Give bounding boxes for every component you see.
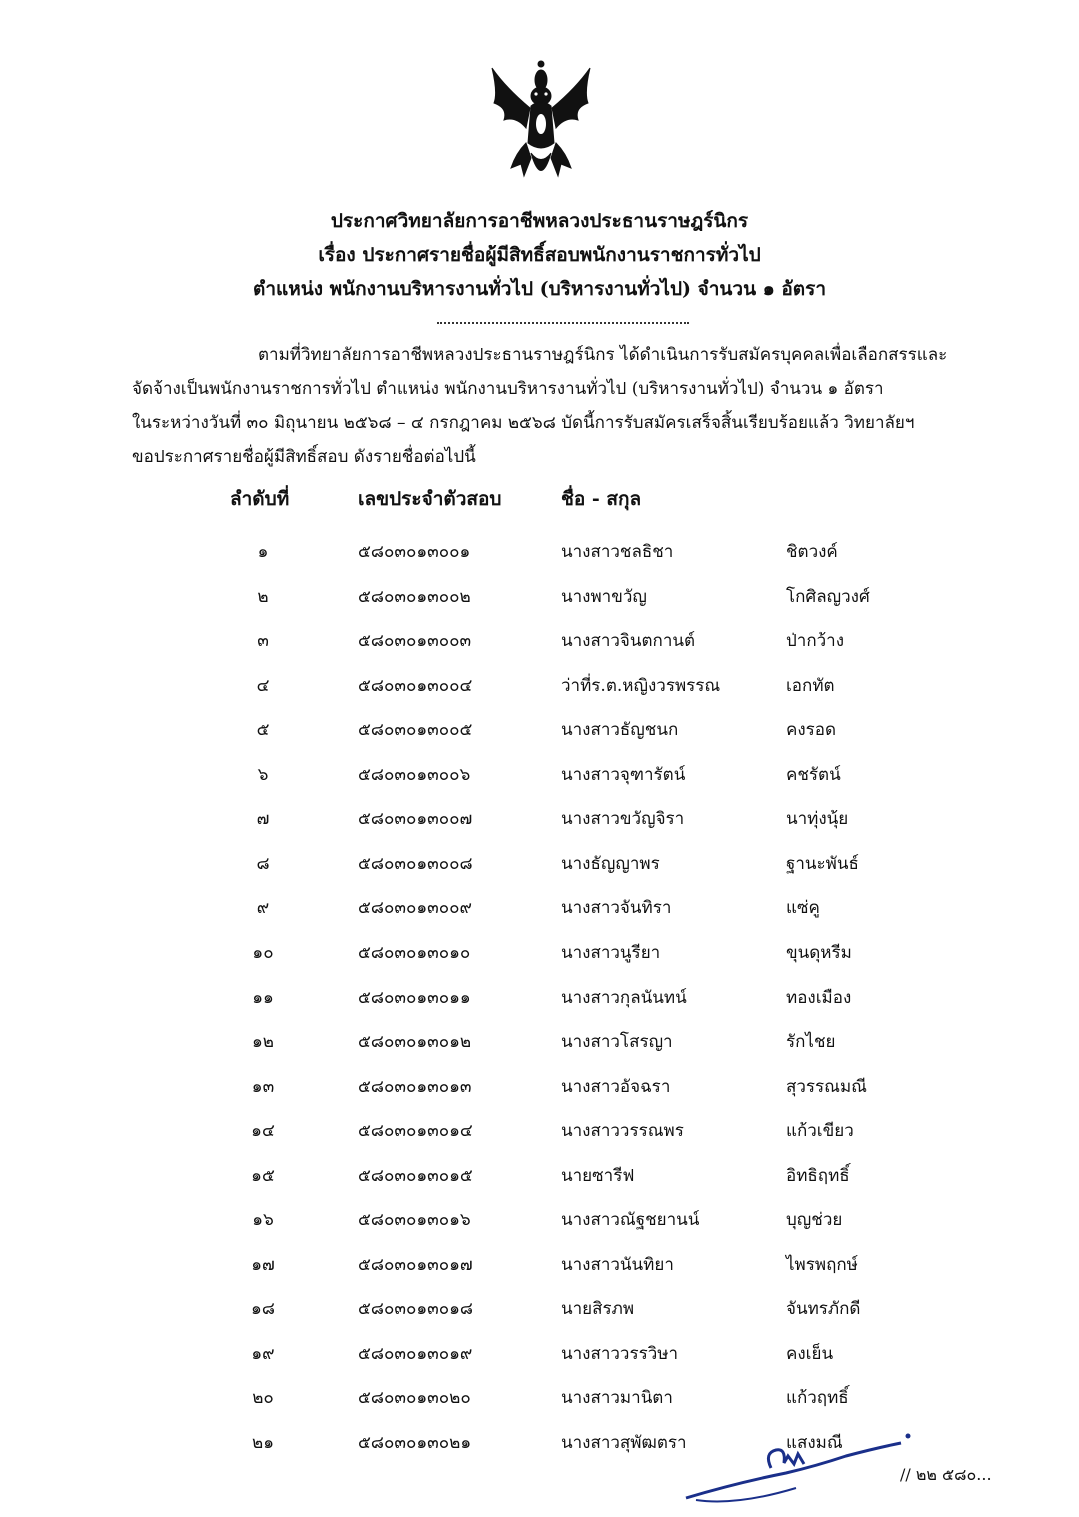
candidate-first-name: นางสาวชลธิชา: [561, 542, 674, 562]
candidate-first-name: นางสาวขวัญจิรา: [561, 809, 685, 830]
candidate-last-name: แก้วเขียว: [786, 1121, 854, 1142]
exam-id: ๕๘๐๓๐๑๓๐๑๔: [358, 1121, 473, 1142]
table-row: [0, 530, 1079, 570]
candidate-last-name: ชิตวงค์: [786, 542, 838, 562]
exam-id: ๕๘๐๓๐๑๓๐๐๓: [358, 631, 472, 652]
table-row: [0, 842, 1079, 882]
exam-id: ๕๘๐๓๐๑๓๐๑๘: [358, 1299, 474, 1320]
body-paragraph-line-4: ขอประกาศรายชื่อผู้มีสิทธิ์สอบ ดังรายชื่อต่อไปนี้: [132, 447, 476, 467]
candidate-last-name: คงรอด: [786, 720, 837, 741]
candidate-first-name: นางสาวนันทิยา: [561, 1254, 674, 1275]
candidate-first-name: นางสาวนูรียา: [561, 942, 661, 963]
row-number: ๙: [256, 898, 270, 919]
exam-id: ๕๘๐๓๐๑๓๐๐๔: [358, 675, 473, 696]
exam-id: ๕๘๐๓๐๑๓๐๐๗: [358, 809, 473, 830]
candidate-first-name: นางสาวณัฐชยานน์: [561, 1210, 700, 1231]
table-row: [0, 619, 1079, 659]
row-number: ๑๔: [251, 1121, 275, 1142]
candidate-first-name: ว่าที่ร.ต.หญิงวรพรรณ: [561, 675, 721, 696]
row-number: ๑๐: [252, 942, 274, 963]
table-row: [0, 886, 1079, 926]
candidate-first-name: นางสาวจินตกานต์: [561, 631, 696, 652]
announcement-position: ตำแหน่ง พนักงานบริหารงานทั่วไป (บริหารงานทั่วไป) จำนวน ๑ อัตรา: [253, 278, 826, 300]
candidate-last-name: ไพรพฤกษ์: [786, 1254, 858, 1275]
row-number: ๑๘: [251, 1299, 275, 1320]
table-row: [0, 1065, 1079, 1105]
exam-id: ๕๘๐๓๐๑๓๐๐๕: [358, 720, 473, 741]
row-number: ๖: [257, 764, 269, 785]
continuation-note: // ๒๒ ๕๘๐...: [900, 1465, 992, 1484]
row-number: ๔: [256, 675, 270, 696]
column-header-exam-id: เลขประจำตัวสอบ: [358, 488, 502, 510]
candidate-last-name: แสงมณี: [786, 1433, 843, 1453]
table-row: [0, 1332, 1079, 1372]
exam-id: ๕๘๐๓๐๑๓๐๑๐: [358, 942, 471, 963]
candidate-first-name: นางสาวโสรญา: [561, 1032, 673, 1053]
candidate-last-name: ขุนดุหรีม: [786, 942, 852, 963]
body-paragraph-line-3: ในระหว่างวันที่ ๓๐ มิถุนายน ๒๕๖๘ – ๔ กรกฎาคม ๒๕๖๘ บัดนี้การรับสมัครเสร็จสิ้นเรียบร้อยแล้ว วิทยาลัยฯ: [132, 413, 915, 433]
table-row: [0, 1020, 1079, 1060]
table-row: [0, 1287, 1079, 1327]
candidate-last-name: แซ่คู: [786, 898, 820, 919]
candidate-first-name: นางธัญญาพร: [561, 853, 660, 874]
table-row: [0, 1154, 1079, 1194]
table-row: [0, 1376, 1079, 1416]
announcement-subject: เรื่อง ประกาศรายชื่อผู้มีสิทธิ์สอบพนักงานราชการทั่วไป: [318, 244, 761, 266]
row-number: ๒๐: [252, 1388, 274, 1409]
table-row: [0, 753, 1079, 793]
candidate-first-name: นางสาวธัญชนก: [561, 720, 679, 741]
row-number: ๑๙: [251, 1343, 275, 1364]
exam-id: ๕๘๐๓๐๑๓๐๑๓: [358, 1076, 472, 1097]
candidate-last-name: บุญช่วย: [786, 1210, 843, 1231]
table-row: [0, 1198, 1079, 1238]
table-row: [0, 664, 1079, 704]
table-row: [0, 1421, 1079, 1461]
exam-id: ๕๘๐๓๐๑๓๐๑๙: [358, 1343, 473, 1364]
candidate-first-name: นางสาวจุฑารัตน์: [561, 764, 686, 785]
exam-id: ๕๘๐๓๐๑๓๐๐๒: [358, 586, 471, 607]
candidate-last-name: ป่ากว้าง: [786, 631, 845, 652]
row-number: ๑๑: [252, 987, 274, 1008]
candidate-last-name: นาทุ่งนุ้ย: [786, 809, 849, 830]
exam-id: ๕๘๐๓๐๑๓๐๑๒: [358, 1032, 472, 1053]
candidate-first-name: นายซารีฟ: [561, 1165, 635, 1186]
row-number: ๑๗: [251, 1254, 275, 1275]
candidate-last-name: ทองเมือง: [786, 987, 852, 1008]
signature-icon: [676, 1428, 916, 1508]
row-number: ๒: [257, 586, 269, 607]
table-row: [0, 1109, 1079, 1149]
candidate-last-name: โกศิลญวงศ์: [786, 586, 870, 607]
exam-id: ๕๘๐๓๐๑๓๐๐๙: [358, 898, 472, 919]
row-number: ๓: [257, 631, 269, 652]
row-number: ๘: [256, 853, 270, 874]
candidate-first-name: นางสาววรรวิษา: [561, 1343, 679, 1364]
row-number: ๑: [257, 542, 269, 562]
exam-id: ๕๘๐๓๐๑๓๐๒๑: [358, 1433, 472, 1453]
table-row: [0, 708, 1079, 748]
exam-id: ๕๘๐๓๐๑๓๐๑๖: [358, 1210, 471, 1231]
announcement-title: ประกาศวิทยาลัยการอาชีพหลวงประธานราษฎร์นิกร: [330, 210, 749, 232]
table-row: [0, 797, 1079, 837]
candidate-first-name: นางสาวสุพัฒตรา: [561, 1433, 687, 1453]
exam-id: ๕๘๐๓๐๑๓๐๒๐: [358, 1388, 471, 1409]
row-number: ๑๕: [251, 1165, 275, 1186]
row-number: ๗: [256, 809, 270, 830]
candidate-first-name: นางพาขวัญ: [561, 586, 647, 607]
row-number: ๑๖: [252, 1210, 274, 1231]
column-header-fullname: ชื่อ - สกุล: [561, 488, 642, 510]
row-number: ๑๓: [251, 1076, 275, 1097]
body-paragraph-line-1: ตามที่วิทยาลัยการอาชีพหลวงประธานราษฎร์นิกร ได้ดำเนินการรับสมัครบุคคลเพื่อเลือกสรรและ: [258, 345, 948, 365]
row-number: ๒๑: [252, 1433, 274, 1453]
exam-id: ๕๘๐๓๐๑๓๐๑๗: [358, 1254, 473, 1275]
candidate-first-name: นางสาวอัจฉรา: [561, 1076, 671, 1097]
row-number: ๕: [256, 720, 270, 741]
candidate-last-name: สุวรรณมณี: [786, 1076, 867, 1097]
column-header-number: ลำดับที่: [230, 488, 290, 510]
candidate-last-name: จันทรภักดี: [786, 1299, 861, 1320]
candidate-first-name: นายสิรภพ: [561, 1299, 635, 1320]
exam-id: ๕๘๐๓๐๑๓๐๐๘: [358, 853, 473, 874]
candidate-last-name: แก้วฤทธิ์: [786, 1388, 849, 1409]
table-row: [0, 976, 1079, 1016]
candidate-first-name: นางสาวจันทิรา: [561, 898, 672, 919]
dotted-divider: [437, 322, 689, 324]
body-paragraph-line-2: จัดจ้างเป็นพนักงานราชการทั่วไป ตำแหน่ง พนักงานบริหารงานทั่วไป (บริหารงานทั่วไป) จำนวน ๑ อัตรา: [132, 379, 884, 399]
candidate-first-name: นางสาวมานิตา: [561, 1388, 673, 1409]
row-number: ๑๒: [252, 1032, 274, 1053]
candidate-last-name: ฐานะพันธ์: [786, 853, 859, 874]
exam-id: ๕๘๐๓๐๑๓๐๑๕: [358, 1165, 473, 1186]
candidate-last-name: อิทธิฤทธิ์: [786, 1165, 850, 1186]
table-row: [0, 1243, 1079, 1283]
exam-id: ๕๘๐๓๐๑๓๐๐๑: [358, 542, 471, 562]
candidate-last-name: คชรัตน์: [786, 764, 841, 785]
garuda-emblem-icon: [486, 58, 596, 188]
candidate-last-name: รักไชย: [786, 1032, 836, 1053]
table-row: [0, 931, 1079, 971]
candidate-last-name: เอกทัต: [786, 675, 835, 696]
candidate-first-name: นางสาวกุลนันทน์: [561, 987, 687, 1008]
exam-id: ๕๘๐๓๐๑๓๐๐๖: [358, 764, 471, 785]
exam-id: ๕๘๐๓๐๑๓๐๑๑: [358, 987, 471, 1008]
table-row: [0, 575, 1079, 615]
candidate-first-name: นางสาววรรณพร: [561, 1121, 684, 1142]
candidate-last-name: คงเย็น: [786, 1343, 834, 1364]
